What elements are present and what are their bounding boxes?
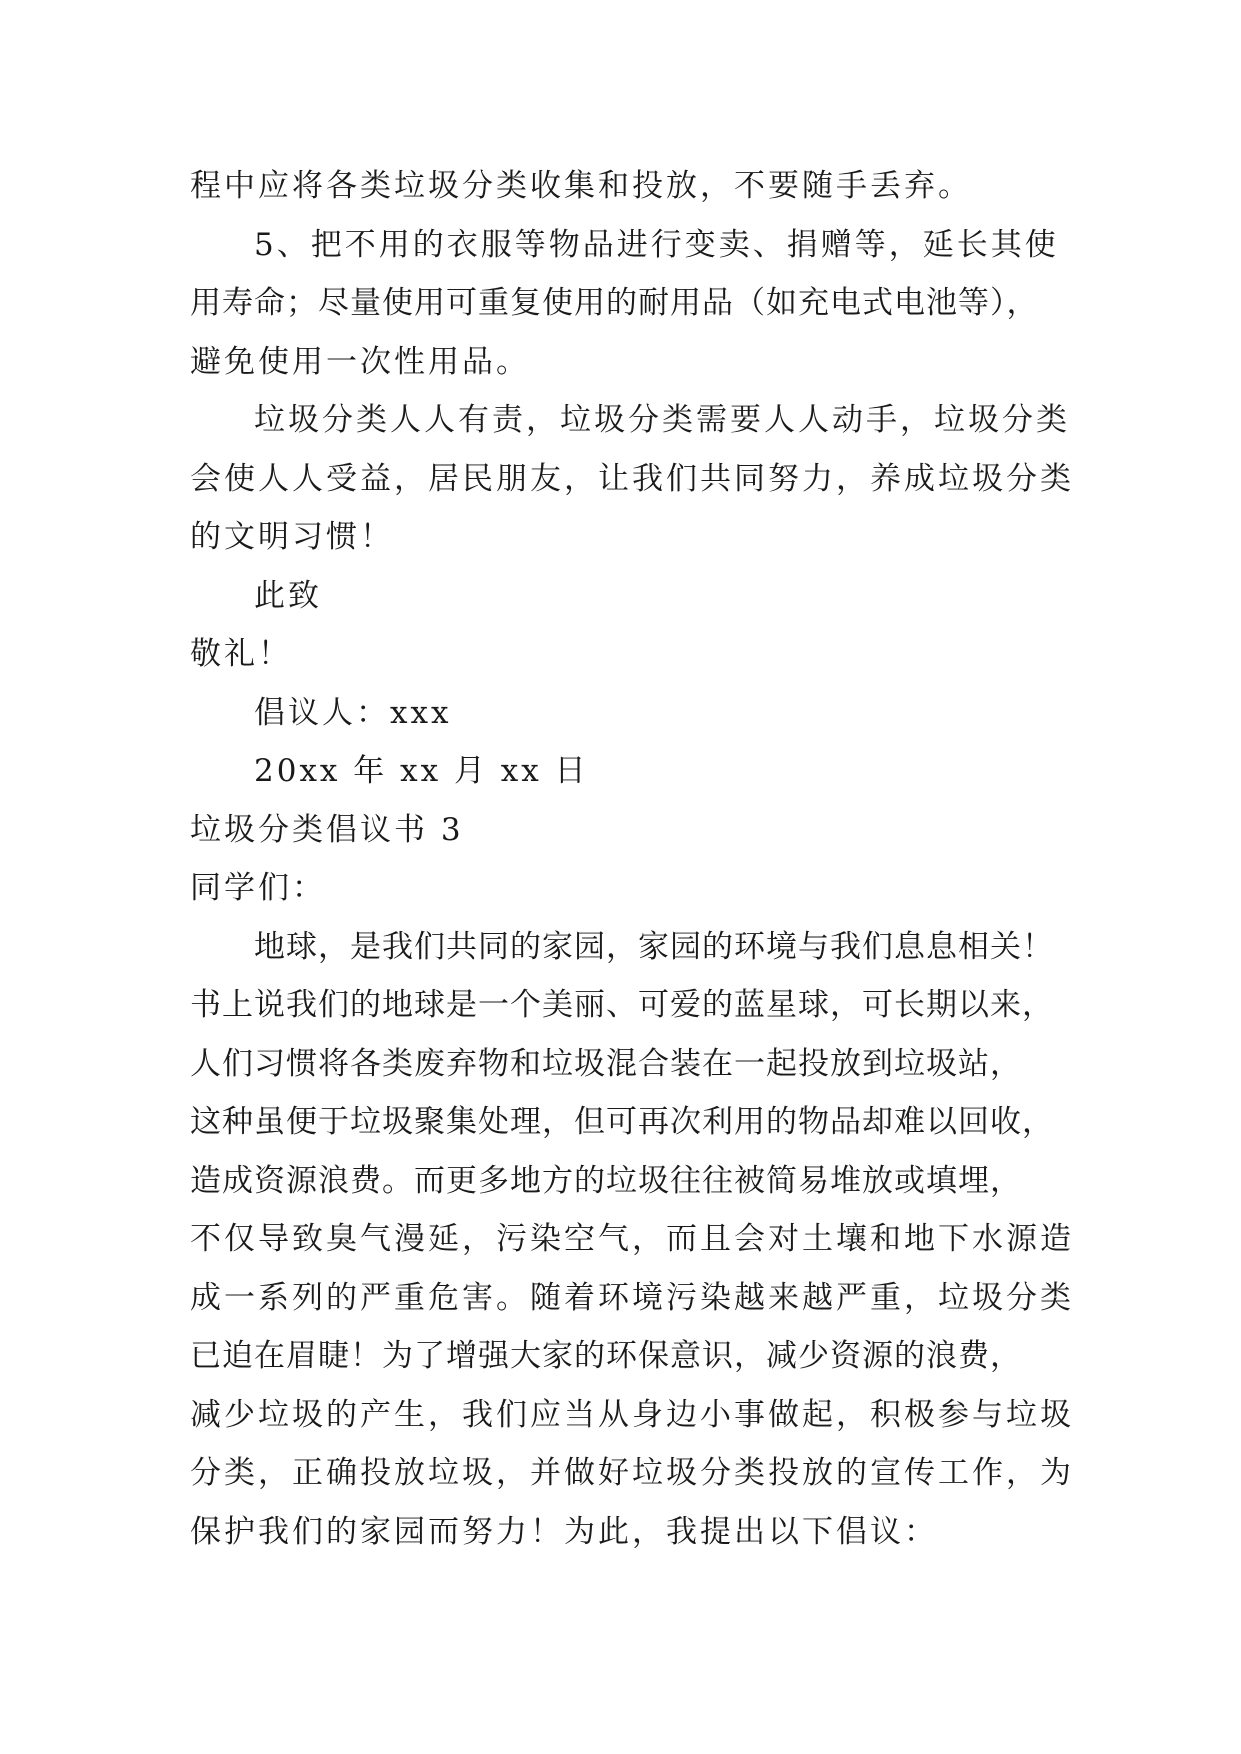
text-line: 会使人人受益，居民朋友，让我们共同努力，养成垃圾分类: [190, 460, 1074, 497]
text-line: 这种虽便于垃圾聚集处理，但可再次利用的物品却难以回收，: [190, 1104, 1054, 1140]
date-line: 20xx 年 xx 月 xx 日: [254, 753, 589, 789]
text-line: 已迫在眉睫！为了增强大家的环保意识，减少资源的浪费，: [190, 1338, 1022, 1374]
text-line: 避免使用一次性用品。: [190, 343, 530, 380]
text-line: 人们习惯将各类废弃物和垃圾混合装在一起投放到垃圾站，: [190, 1045, 1022, 1082]
text-line: 地球，是我们共同的家园，家园的环境与我们息息相关！: [254, 928, 1054, 965]
text-line: 不仅导致臭气漫延，污染空气，而且会对土壤和地下水源造: [190, 1221, 1074, 1257]
text-line: 保护我们的家园而努力！为此，我提出以下倡议：: [190, 1513, 938, 1550]
text-line: 垃圾分类人人有责，垃圾分类需要人人动手，垃圾分类: [254, 402, 1070, 438]
document-body: [190, 157, 1074, 1561]
text-line: 用寿命；尽量使用可重复使用的耐用品（如充电式电池等），: [190, 285, 1039, 321]
text-line: 减少垃圾的产生，我们应当从身边小事做起，积极参与垃圾: [190, 1396, 1074, 1433]
text-line: 成一系列的严重危害。随着环境污染越来越严重，垃圾分类: [190, 1279, 1074, 1316]
text-line: 造成资源浪费。而更多地方的垃圾往往被简易堆放或填埋，: [190, 1162, 1022, 1199]
greeting-line: 同学们：: [190, 870, 326, 906]
text-line: 的文明习惯！: [190, 519, 394, 555]
text-line: 分类，正确投放垃圾，并做好垃圾分类投放的宣传工作，为: [190, 1455, 1074, 1491]
closing-greeting: 敬礼！: [190, 636, 292, 672]
section-title: 垃圾分类倡议书 3: [190, 811, 464, 848]
closing-salutation: 此致: [254, 577, 322, 614]
text-line: 书上说我们的地球是一个美丽、可爱的蓝星球，可长期以来，: [190, 987, 1054, 1023]
text-line: 5、把不用的衣服等物品进行变卖、捐赠等，延长其使: [254, 226, 1059, 263]
signature-line: 倡议人：xxx: [254, 694, 452, 731]
text-line: 程中应将各类垃圾分类收集和投放，不要随手丢弃。: [190, 168, 972, 204]
